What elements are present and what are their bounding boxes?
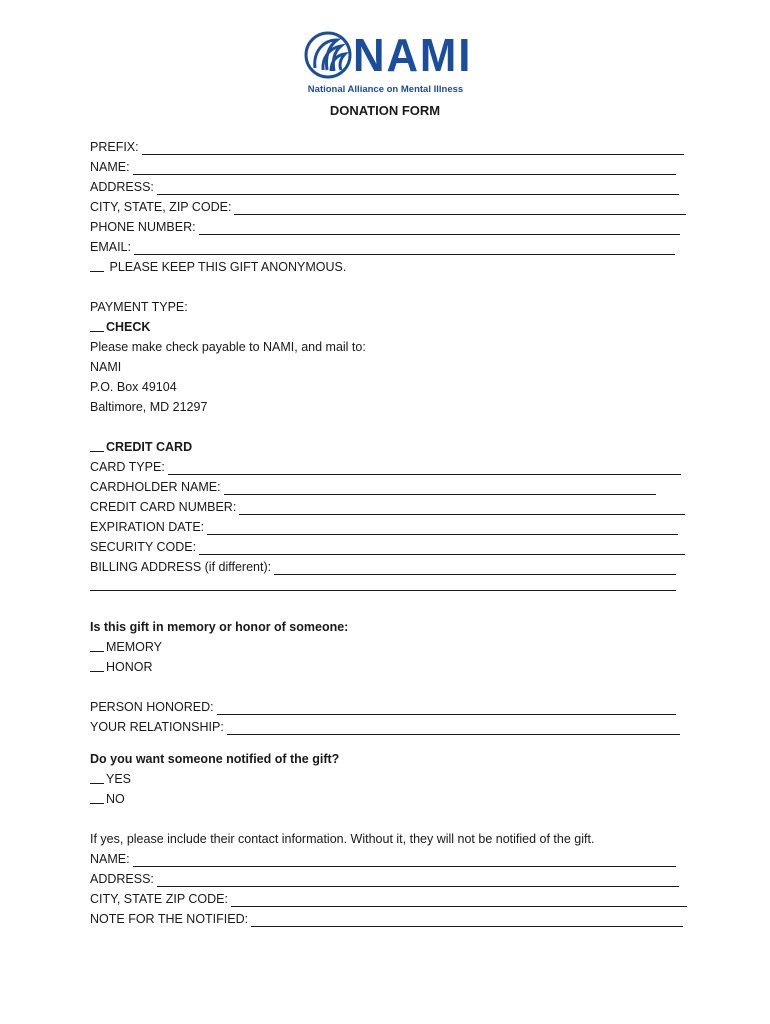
mail-box: P.O. Box 49104 [90,380,177,394]
person-honored-label: PERSON HONORED: [90,700,214,714]
honor-label: HONOR [106,660,153,674]
cardholder-row [90,478,656,497]
prefix-label: PREFIX: [90,140,139,154]
check-checkbox[interactable] [90,319,104,332]
check-instructions: Please make check payable to NAMI, and mail to: [90,340,366,354]
notify-address-label: ADDRESS: [90,872,154,886]
city-state-zip-row [90,198,686,217]
credit-card-checkbox[interactable] [90,439,104,452]
billing-field-continued[interactable] [90,590,676,591]
memory-label: MEMORY [106,640,163,654]
notify-note-label: NOTE FOR THE NOTIFIED: [90,912,249,926]
phone-field[interactable] [199,220,680,235]
prefix-field[interactable] [142,140,684,155]
notify-note-row [90,910,683,929]
email-label: EMAIL: [90,240,131,254]
mail-name: NAMI [90,360,122,374]
notify-city-state-zip-field[interactable] [231,892,687,907]
city-state-zip-field[interactable] [234,200,686,215]
security-code-label: SECURITY CODE: [90,540,197,554]
notify-address-row [90,870,679,889]
security-code-row [90,538,685,557]
name-field[interactable] [133,160,676,175]
billing-label: BILLING ADDRESS (if different): [90,560,272,574]
phone-row [90,218,680,237]
no-option[interactable] [90,790,125,809]
logo-wordmark: NAMI [353,29,473,81]
yes-checkbox[interactable] [90,771,104,784]
notify-name-label: NAME: [90,852,130,866]
expiration-label: EXPIRATION DATE: [90,520,205,534]
relationship-label: YOUR RELATIONSHIP: [90,720,224,734]
yes-option[interactable] [90,770,131,789]
notify-name-field[interactable] [133,852,676,867]
logo-subtitle: National Alliance on Mental Illness [307,84,464,95]
email-field[interactable] [134,240,675,255]
cardholder-field[interactable] [224,480,656,495]
nami-swirl-icon [303,30,353,80]
address-label: ADDRESS: [90,180,154,194]
notify-city-state-zip-row [90,890,687,909]
person-honored-row [90,698,676,717]
anonymous-label: PLEASE KEEP THIS GIFT ANONYMOUS. [109,260,347,274]
card-type-row [90,458,681,477]
card-type-label: CARD TYPE: [90,460,165,474]
security-code-field[interactable] [199,540,685,555]
name-label: NAME: [90,160,130,174]
address-row [90,178,679,197]
anonymous-checkbox[interactable] [90,259,104,272]
no-checkbox[interactable] [90,791,104,804]
notify-instructions: If yes, please include their contact information. Without it, they will not be notified of the gift. [90,832,595,846]
prefix-row [90,138,684,157]
honor-option[interactable] [90,658,153,677]
address-field[interactable] [157,180,679,195]
billing-row [90,558,676,577]
relationship-row [90,718,680,737]
credit-card-option[interactable] [90,438,192,457]
expiration-row [90,518,678,537]
credit-card-label: CREDIT CARD [106,440,193,454]
relationship-field[interactable] [227,720,680,735]
billing-field[interactable] [274,560,676,575]
notify-note-field[interactable] [251,912,683,927]
cardholder-label: CARDHOLDER NAME: [90,480,221,494]
card-number-row [90,498,685,517]
yes-label: YES [106,772,132,786]
anonymous-option[interactable] [90,258,346,277]
notify-name-row [90,850,676,869]
mail-city: Baltimore, MD 21297 [90,400,208,414]
name-row [90,158,676,177]
payment-heading: PAYMENT TYPE: [90,300,188,314]
city-state-zip-label: CITY, STATE, ZIP CODE: [90,200,232,214]
email-row [90,238,675,257]
check-label: CHECK [106,320,151,334]
no-label: NO [106,792,125,806]
memory-option[interactable] [90,638,162,657]
page-title: DONATION FORM [329,103,441,118]
notify-city-state-zip-label: CITY, STATE ZIP CODE: [90,892,228,906]
memory-checkbox[interactable] [90,639,104,652]
tribute-question: Is this gift in memory or honor of someone: [90,620,349,634]
card-number-field[interactable] [239,500,685,515]
check-option[interactable] [90,318,150,337]
expiration-field[interactable] [207,520,678,535]
phone-label: PHONE NUMBER: [90,220,196,234]
person-honored-field[interactable] [217,700,676,715]
notify-question: Do you want someone notified of the gift? [90,752,340,766]
nami-logo [303,29,473,100]
card-type-field[interactable] [168,460,681,475]
honor-checkbox[interactable] [90,659,104,672]
card-number-label: CREDIT CARD NUMBER: [90,500,237,514]
notify-address-field[interactable] [157,872,679,887]
